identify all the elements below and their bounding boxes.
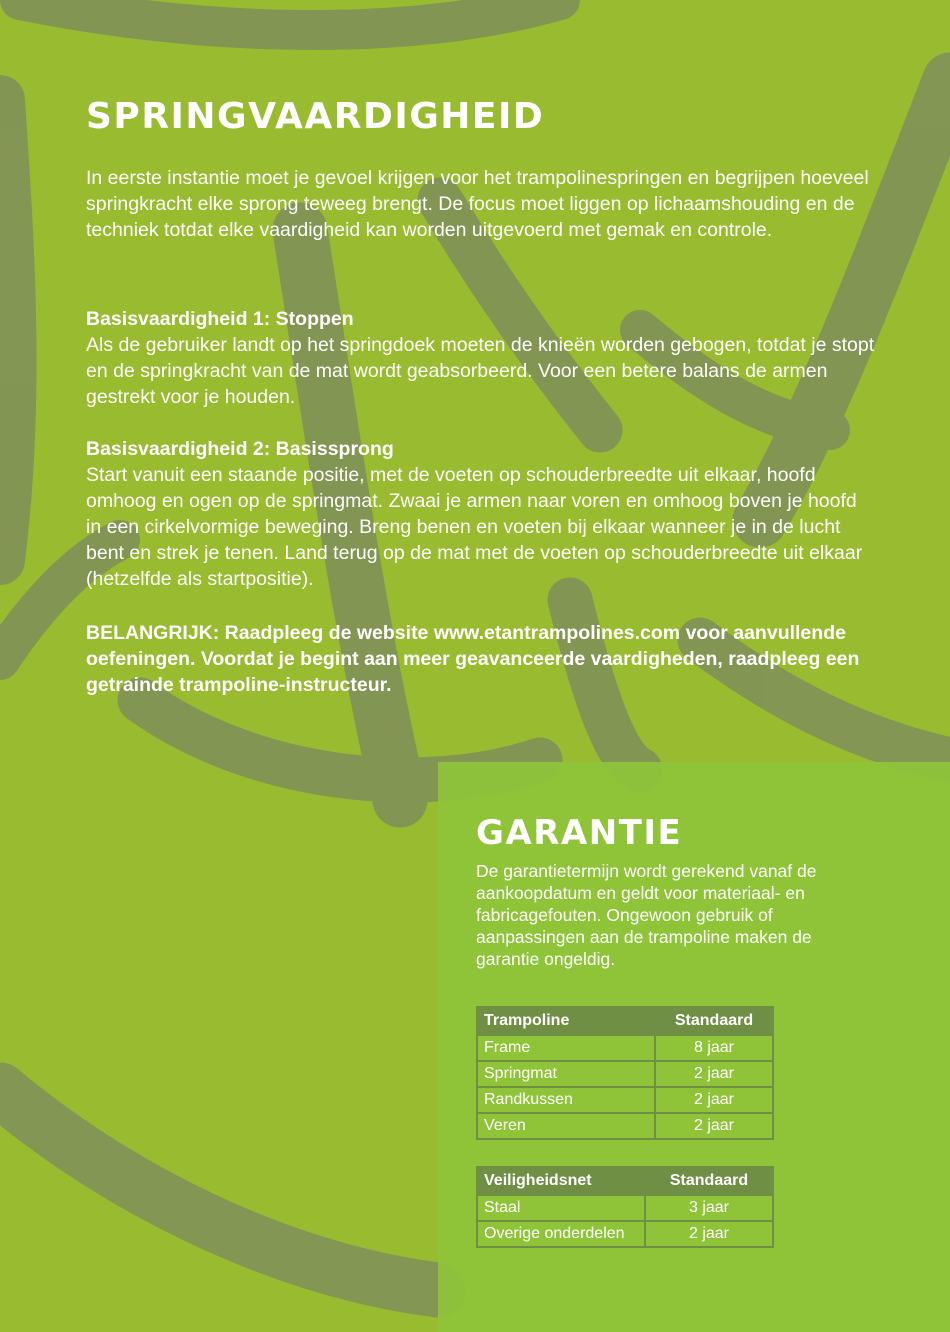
- table-header-cell: Standaard: [655, 1007, 773, 1035]
- table-header-cell: Veiligheidsnet: [477, 1167, 645, 1195]
- table-cell-part: Frame: [477, 1035, 655, 1061]
- important-notice: BELANGRIJK: Raadpleeg de website www.etantrampolines.com voor aanvullende oefeningen. Voordat je begint aan meer geavanceerde vaardigheden, raadpleeg een getrainde trampoline-instructeur.: [86, 622, 860, 696]
- table-cell-part: Staal: [477, 1195, 645, 1221]
- table-row: [477, 1061, 773, 1087]
- table-row: [477, 1195, 773, 1221]
- springvaardigheid-title: SPRINGVAARDIGHEID: [86, 96, 545, 137]
- table-cell-part: Overige onderdelen: [477, 1221, 645, 1247]
- table-row: [477, 1221, 773, 1247]
- garantie-title: GARANTIE: [476, 813, 683, 853]
- garantie-text: De garantietermijn wordt gerekend vanaf de aankoopdatum en geldt voor materiaal- en fabricagefouten. Ongewoon gebruik of aanpassingen aan de trampoline maken de garantie ongeldig.: [476, 861, 817, 969]
- table-header-cell: Trampoline: [477, 1007, 655, 1035]
- table-cell-term: 2 jaar: [655, 1087, 773, 1113]
- section-basissprong-text: Start vanuit een staande positie, met de voeten op schouderbreedte uit elkaar, hoofd omhoog en ogen op de springmat. Zwaai je armen naar voren en omhoog boven je hoofd in een cirkelvormige beweging. Breng benen en voeten bij elkaar wanneer je in de lucht bent en strek je tenen. Land terug op de mat met de voeten op schouderbreedte uit elkaar (hetzelfde als startpositie).: [86, 464, 863, 590]
- table-cell-term: 3 jaar: [645, 1195, 773, 1221]
- section-basissprong: [86, 436, 876, 592]
- table-cell-term: 8 jaar: [655, 1035, 773, 1061]
- table-row: [477, 1113, 773, 1139]
- table-header-row: [477, 1167, 773, 1195]
- table-header-row: [477, 1007, 773, 1035]
- warranty-table-veiligheidsnet: [476, 1166, 774, 1248]
- section-stoppen-heading: Basisvaardigheid 1: Stoppen: [86, 308, 354, 330]
- warranty-table-trampoline: [476, 1006, 774, 1140]
- table-row: [477, 1087, 773, 1113]
- table-header-cell: Standaard: [645, 1167, 773, 1195]
- table-cell-part: Veren: [477, 1113, 655, 1139]
- table-row: [477, 1035, 773, 1061]
- table-cell-part: Springmat: [477, 1061, 655, 1087]
- section-stoppen-text: Als de gebruiker landt op het springdoek moeten de knieën worden gebogen, totdat je stopt en de springkracht van de mat wordt geabsorbeerd. Voor een betere balans de armen gestrekt voor je houden.: [86, 334, 875, 408]
- table-cell-term: 2 jaar: [645, 1221, 773, 1247]
- table-cell-term: 2 jaar: [655, 1061, 773, 1087]
- section-stoppen: [86, 306, 876, 410]
- table-cell-part: Randkussen: [477, 1087, 655, 1113]
- table-cell-term: 2 jaar: [655, 1113, 773, 1139]
- intro-paragraph: In eerste instantie moet je gevoel krijgen voor het trampolinespringen en begrijpen hoeveel springkracht elke sprong teweeg brengt. De focus moet liggen op lichaamshouding en de techniek totdat elke vaardigheid kan worden uitgevoerd met gemak en controle.: [86, 167, 869, 241]
- section-basissprong-heading: Basisvaardigheid 2: Basissprong: [86, 438, 394, 460]
